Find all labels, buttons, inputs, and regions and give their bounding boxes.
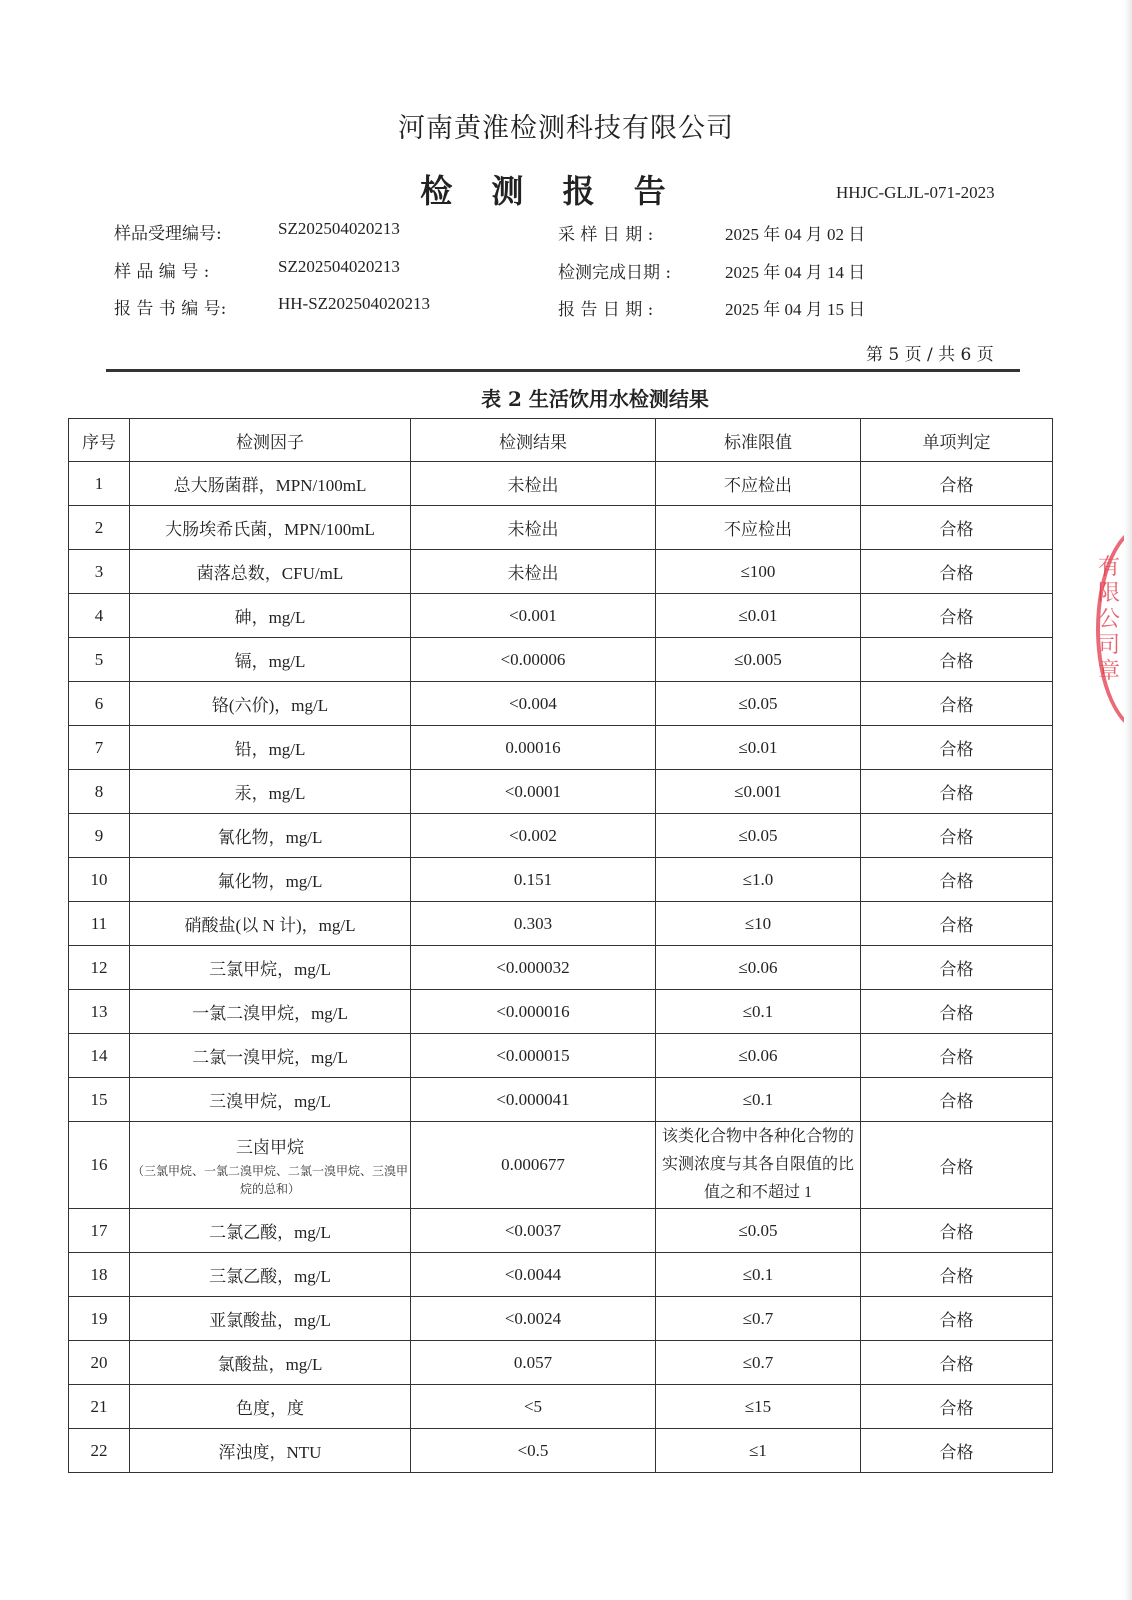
table-row: [69, 1385, 1053, 1429]
row-limit: ≤0.1: [656, 990, 861, 1034]
row-verdict: 合格: [861, 726, 1053, 770]
row-verdict: 合格: [861, 1078, 1053, 1122]
meta-label: 检测完成日期 :: [558, 263, 672, 283]
row-limit: ≤0.06: [656, 1034, 861, 1078]
row-factor: 三溴甲烷，mg/L: [130, 1078, 411, 1122]
table-row: [69, 638, 1053, 682]
table-row: [69, 990, 1053, 1034]
document-code: HHJC-GLJL-071-2023: [836, 183, 995, 202]
row-limit: ≤1: [656, 1429, 861, 1473]
row-verdict: 合格: [861, 1209, 1053, 1253]
row-factor: 亚氯酸盐，mg/L: [130, 1297, 411, 1341]
row-result: 未检出: [411, 550, 656, 594]
row-no: 4: [69, 594, 130, 638]
company-seal-text: 有限公司章: [1098, 555, 1121, 684]
row-result: <0.00006: [411, 638, 656, 682]
row-factor: 一氯二溴甲烷，mg/L: [130, 990, 411, 1034]
row-verdict: 合格: [861, 1253, 1053, 1297]
row-no: 10: [69, 858, 130, 902]
row-factor: 色度，度: [130, 1385, 411, 1429]
row-no: 13: [69, 990, 130, 1034]
table-row: [69, 506, 1053, 550]
row-no: 1: [69, 462, 130, 506]
row-no: 5: [69, 638, 130, 682]
header-no: 序号: [69, 419, 130, 462]
row-verdict: 合格: [861, 506, 1053, 550]
row-factor: 三氯甲烷，mg/L: [130, 946, 411, 990]
row-limit: ≤0.06: [656, 946, 861, 990]
row-factor: 浑浊度，NTU: [130, 1429, 411, 1473]
table-row: [69, 462, 1053, 506]
meta-value: SZ202504020213: [278, 219, 400, 238]
table-row: [69, 1297, 1053, 1341]
row-verdict: 合格: [861, 1297, 1053, 1341]
row-factor: 砷，mg/L: [130, 594, 411, 638]
row-limit: ≤100: [656, 550, 861, 594]
row-result: <0.000016: [411, 990, 656, 1034]
row-factor-note: （三氯甲烷、一氯二溴甲烷、二氯一溴甲烷、三溴甲烷的总和）: [131, 1163, 408, 1196]
table-row: [69, 946, 1053, 990]
row-no: 14: [69, 1034, 130, 1078]
table-row: [69, 1122, 1053, 1209]
row-factor: 氰化物，mg/L: [130, 814, 411, 858]
row-no: 22: [69, 1429, 130, 1473]
page-edge-shadow: [1124, 0, 1132, 1600]
row-verdict: 合格: [861, 1385, 1053, 1429]
row-factor: 总大肠菌群，MPN/100mL: [130, 462, 411, 506]
row-result: <0.001: [411, 594, 656, 638]
row-result: <0.0001: [411, 770, 656, 814]
row-no: 3: [69, 550, 130, 594]
row-result: <0.000041: [411, 1078, 656, 1122]
row-result: <0.0024: [411, 1297, 656, 1341]
table-row: [69, 1429, 1053, 1473]
table-row: [69, 726, 1053, 770]
row-no: 2: [69, 506, 130, 550]
row-result: <5: [411, 1385, 656, 1429]
row-no: 20: [69, 1341, 130, 1385]
row-verdict: 合格: [861, 1034, 1053, 1078]
row-factor: 氯酸盐，mg/L: [130, 1341, 411, 1385]
row-result: <0.002: [411, 814, 656, 858]
table-row: [69, 814, 1053, 858]
row-verdict: 合格: [861, 770, 1053, 814]
report-title: 检 测 报 告: [420, 172, 680, 210]
row-verdict: 合格: [861, 638, 1053, 682]
row-factor: 菌落总数，CFU/mL: [130, 550, 411, 594]
row-limit: ≤10: [656, 902, 861, 946]
row-verdict: 合格: [861, 462, 1053, 506]
meta-value: HH-SZ202504020213: [278, 294, 431, 313]
row-result: 未检出: [411, 506, 656, 550]
row-result: 0.057: [411, 1341, 656, 1385]
row-result: <0.004: [411, 682, 656, 726]
row-factor: 镉，mg/L: [130, 638, 411, 682]
row-limit: ≤0.1: [656, 1078, 861, 1122]
meta-value: 2025 年 04 月 15 日: [725, 300, 866, 319]
row-result: 0.151: [411, 858, 656, 902]
table-row: [69, 770, 1053, 814]
table-title: 表 2 生活饮用水检测结果: [481, 387, 709, 411]
row-result: <0.5: [411, 1429, 656, 1473]
table-row: [69, 550, 1053, 594]
row-factor: 铬(六价)，mg/L: [130, 682, 411, 726]
table-row: [69, 858, 1053, 902]
table-header-row: [69, 419, 1053, 462]
row-factor: 大肠埃希氏菌，MPN/100mL: [130, 506, 411, 550]
row-result: 0.000677: [411, 1122, 656, 1209]
row-limit: 该类化合物中各种化合物的实测浓度与其各自限值的比值之和不超过 1: [656, 1122, 861, 1209]
row-factor: 铅，mg/L: [130, 726, 411, 770]
row-verdict: 合格: [861, 814, 1053, 858]
row-limit: ≤0.7: [656, 1297, 861, 1341]
meta-value: SZ202504020213: [278, 257, 400, 276]
row-limit: 不应检出: [656, 506, 861, 550]
row-factor: 三氯乙酸，mg/L: [130, 1253, 411, 1297]
row-result: 0.303: [411, 902, 656, 946]
row-verdict: 合格: [861, 1429, 1053, 1473]
row-limit: ≤0.01: [656, 594, 861, 638]
row-factor: 二氯乙酸，mg/L: [130, 1209, 411, 1253]
row-no: 21: [69, 1385, 130, 1429]
row-limit: ≤0.05: [656, 1209, 861, 1253]
row-verdict: 合格: [861, 990, 1053, 1034]
row-limit: ≤0.1: [656, 1253, 861, 1297]
page-number: 第 5 页 / 共 6 页: [866, 345, 994, 365]
row-result: <0.0044: [411, 1253, 656, 1297]
table-row: [69, 1209, 1053, 1253]
meta-label: 样品受理编号:: [114, 224, 222, 244]
meta-label: 采 样 日 期 :: [558, 225, 654, 245]
row-limit: 不应检出: [656, 462, 861, 506]
table-row: [69, 1034, 1053, 1078]
row-factor: 硝酸盐(以 N 计)，mg/L: [130, 902, 411, 946]
row-factor-main: 三卤甲烷: [236, 1137, 304, 1157]
meta-value: 2025 年 04 月 14 日: [725, 263, 866, 282]
row-verdict: 合格: [861, 594, 1053, 638]
table-row: [69, 1253, 1053, 1297]
row-no: 9: [69, 814, 130, 858]
row-no: 17: [69, 1209, 130, 1253]
row-limit: ≤1.0: [656, 858, 861, 902]
row-factor: 汞，mg/L: [130, 770, 411, 814]
table-row: [69, 682, 1053, 726]
row-result: 0.00016: [411, 726, 656, 770]
table-row: [69, 1341, 1053, 1385]
row-no: 19: [69, 1297, 130, 1341]
meta-label: 报 告 书 编 号:: [114, 299, 227, 319]
header-verdict: 单项判定: [861, 419, 1053, 462]
row-result: <0.0037: [411, 1209, 656, 1253]
row-limit: ≤0.7: [656, 1341, 861, 1385]
row-no: 7: [69, 726, 130, 770]
row-verdict: 合格: [861, 902, 1053, 946]
row-limit: ≤15: [656, 1385, 861, 1429]
header-factor: 检测因子: [130, 419, 411, 462]
meta-label: 报 告 日 期 :: [558, 300, 654, 320]
row-no: 6: [69, 682, 130, 726]
row-factor: 二氯一溴甲烷，mg/L: [130, 1034, 411, 1078]
company-name: 河南黄淮检测科技有限公司: [398, 113, 734, 144]
row-factor: 氟化物，mg/L: [130, 858, 411, 902]
row-no: 8: [69, 770, 130, 814]
row-no: 11: [69, 902, 130, 946]
row-result: <0.000015: [411, 1034, 656, 1078]
meta-value: 2025 年 04 月 02 日: [725, 225, 866, 244]
row-result: <0.000032: [411, 946, 656, 990]
row-verdict: 合格: [861, 550, 1053, 594]
header-limit: 标准限值: [656, 419, 861, 462]
row-limit: ≤0.05: [656, 814, 861, 858]
row-factor: [130, 1122, 411, 1209]
results-table: [68, 418, 1053, 1473]
row-limit: ≤0.001: [656, 770, 861, 814]
row-limit: ≤0.05: [656, 682, 861, 726]
header-divider: [106, 369, 1020, 372]
row-verdict: 合格: [861, 1122, 1053, 1209]
table-row: [69, 1078, 1053, 1122]
row-no: 15: [69, 1078, 130, 1122]
row-no: 12: [69, 946, 130, 990]
row-verdict: 合格: [861, 946, 1053, 990]
table-row: [69, 594, 1053, 638]
row-limit: ≤0.005: [656, 638, 861, 682]
row-verdict: 合格: [861, 1341, 1053, 1385]
row-no: 16: [69, 1122, 130, 1209]
row-limit: ≤0.01: [656, 726, 861, 770]
row-verdict: 合格: [861, 682, 1053, 726]
table-row: [69, 902, 1053, 946]
row-verdict: 合格: [861, 858, 1053, 902]
header-result: 检测结果: [411, 419, 656, 462]
meta-label: 样 品 编 号 :: [114, 262, 210, 282]
row-result: 未检出: [411, 462, 656, 506]
row-no: 18: [69, 1253, 130, 1297]
